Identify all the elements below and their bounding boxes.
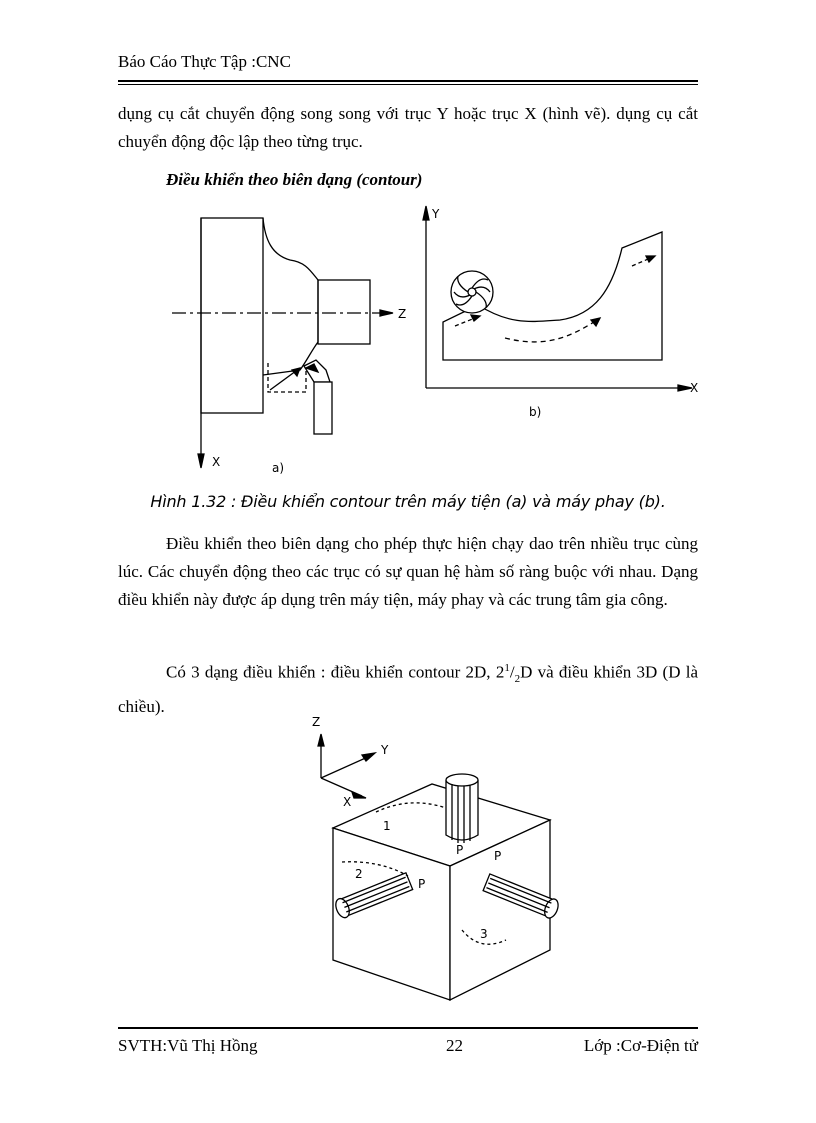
figure-3d-machining bbox=[300, 710, 570, 1010]
intro-paragraph: dụng cụ cắt chuyển động song song với trục Y hoặc trục X (hình vẽ). dụng cụ cắt chuyển động độc lập theo từng trục. bbox=[118, 104, 698, 151]
header-rule bbox=[118, 80, 698, 82]
header-rule-thin bbox=[118, 84, 698, 85]
axis-label-y: Y bbox=[432, 207, 440, 221]
axis-label-x: X bbox=[212, 455, 221, 469]
path-label-2: 2 bbox=[355, 867, 363, 881]
footer-rule bbox=[118, 1027, 698, 1029]
sub-figure-label-b: b) bbox=[529, 405, 542, 419]
paragraph-contour-control: Điều khiển theo biên dạng cho phép thực hiện chạy dao trên nhiều trục cùng lúc. Các chuyển động theo các trục có sự quan hệ hàm số ràng buộc với nhau. Dạng điều khiển này được áp dụng trên máy tiện, máy phay và các trung tâm gia công. bbox=[118, 534, 698, 609]
header-title: Báo Cáo Thực Tập :CNC bbox=[118, 52, 291, 71]
page-number: 22 bbox=[446, 1036, 463, 1055]
subheading: Điều khiển theo biên dạng (contour) bbox=[166, 170, 423, 189]
point-label-top: P bbox=[456, 843, 464, 857]
path-label-1: 1 bbox=[383, 819, 391, 833]
axis-label-x-b: X bbox=[690, 381, 699, 395]
lathe-diagram bbox=[172, 218, 393, 468]
axis-label-y-3d: Y bbox=[381, 743, 389, 757]
axis-label-x-3d: X bbox=[343, 795, 352, 809]
footer-class: Lớp :Cơ-Điện tử bbox=[583, 1036, 698, 1055]
point-label-right: P bbox=[494, 849, 502, 863]
figure-caption: Hình 1.32 : Điều khiển contour trên máy tiện (a) và máy phay (b). bbox=[150, 492, 666, 511]
milling-cutter-icon bbox=[451, 271, 493, 313]
path-label-3: 3 bbox=[480, 927, 488, 941]
sub-figure-label-a: a) bbox=[272, 461, 285, 475]
footer-author: SVTH:Vũ Thị Hồng bbox=[118, 1036, 258, 1055]
milling-diagram bbox=[423, 206, 692, 391]
paragraph-control-types: Có 3 dạng điều khiển : điều khiển contour 2D, $2^1/_2D$ và điều khiển 3D (D là chiều). bbox=[118, 662, 699, 717]
figure-contour-lathe-mill bbox=[160, 198, 720, 480]
point-label-left: P bbox=[418, 877, 426, 891]
axis-label-z: Z bbox=[398, 307, 407, 321]
axis-label-z-3d: Z bbox=[312, 715, 321, 729]
